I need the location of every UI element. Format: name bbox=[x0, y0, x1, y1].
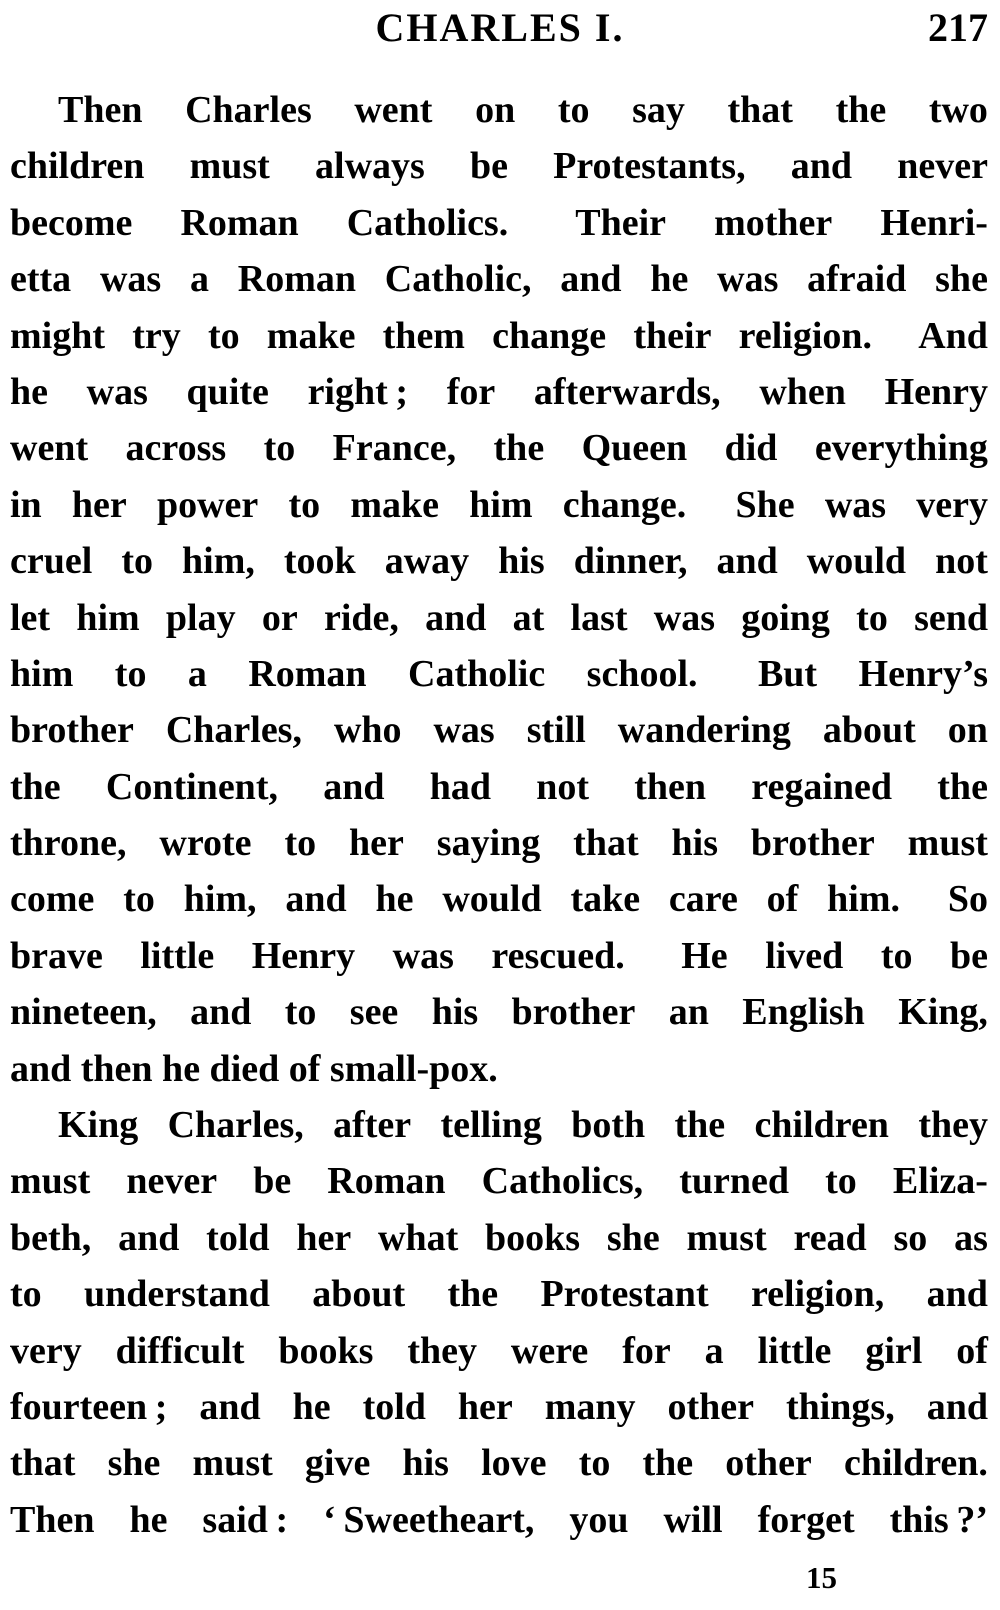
word: to bbox=[121, 540, 153, 583]
word: said : bbox=[202, 1498, 289, 1541]
word: for bbox=[446, 370, 496, 413]
word: when bbox=[759, 370, 846, 413]
word: Roman bbox=[327, 1160, 446, 1203]
word: they bbox=[918, 1104, 988, 1147]
word: took bbox=[283, 540, 356, 583]
word: right ; bbox=[307, 370, 409, 413]
word: went bbox=[10, 427, 89, 470]
word: was bbox=[99, 258, 162, 301]
word: telling bbox=[440, 1104, 542, 1147]
word: to bbox=[288, 483, 321, 526]
word: ‘ Sweetheart, bbox=[323, 1498, 535, 1541]
text-line bbox=[10, 420, 988, 476]
word: not bbox=[536, 765, 590, 808]
word: the bbox=[642, 1442, 694, 1485]
word: Charles bbox=[185, 89, 312, 131]
word: her bbox=[296, 1216, 352, 1259]
word: must bbox=[189, 145, 270, 188]
word: was bbox=[653, 596, 715, 639]
word: difficult bbox=[115, 1329, 245, 1372]
paragraph bbox=[10, 82, 988, 1097]
text-line bbox=[10, 364, 988, 420]
text-line bbox=[10, 251, 988, 307]
word: to bbox=[207, 314, 240, 357]
word: his bbox=[671, 822, 719, 865]
word: quite bbox=[186, 370, 269, 413]
word: afterwards, bbox=[533, 370, 721, 413]
word: this ?’ bbox=[889, 1498, 988, 1541]
paragraph bbox=[10, 1097, 988, 1548]
word: two bbox=[928, 89, 988, 131]
word: for bbox=[622, 1329, 671, 1372]
text-line bbox=[10, 308, 988, 364]
word: was bbox=[86, 370, 148, 413]
word: would bbox=[442, 878, 542, 921]
word: take bbox=[570, 878, 641, 921]
word: cruel bbox=[10, 540, 93, 583]
word: the bbox=[493, 427, 545, 470]
signature-mark: 15 bbox=[806, 1560, 837, 1595]
word: Catholics, bbox=[481, 1160, 644, 1203]
word: on bbox=[947, 709, 988, 752]
word: they bbox=[407, 1329, 477, 1372]
word: little bbox=[140, 934, 215, 977]
word: she bbox=[935, 258, 988, 301]
word: try bbox=[132, 314, 181, 357]
word: them bbox=[382, 314, 465, 357]
word: Charles, bbox=[165, 709, 302, 752]
word: the bbox=[10, 765, 61, 808]
word: about bbox=[822, 709, 916, 752]
text-line bbox=[10, 1323, 988, 1379]
running-title: CHARLES I. bbox=[375, 5, 625, 50]
text-line bbox=[10, 195, 988, 251]
word: both bbox=[571, 1104, 646, 1147]
word: he bbox=[10, 370, 48, 413]
word: on bbox=[475, 89, 516, 131]
word: But bbox=[738, 652, 818, 695]
word: what bbox=[378, 1216, 459, 1259]
word: not bbox=[935, 540, 988, 583]
word: to bbox=[856, 596, 888, 639]
word: so bbox=[893, 1216, 928, 1259]
word: and bbox=[926, 1385, 988, 1428]
word: to bbox=[284, 991, 317, 1034]
word: and bbox=[285, 878, 347, 921]
word: books bbox=[485, 1216, 581, 1259]
word: he bbox=[375, 878, 414, 921]
word: turned bbox=[679, 1160, 790, 1203]
word: he bbox=[129, 1498, 168, 1541]
word: books bbox=[278, 1329, 374, 1372]
text-line bbox=[10, 1492, 988, 1548]
word: love bbox=[481, 1442, 547, 1485]
word: his bbox=[498, 540, 545, 583]
word: was bbox=[392, 934, 454, 977]
word: So bbox=[928, 878, 988, 921]
word: of bbox=[766, 878, 799, 921]
word: must bbox=[192, 1442, 273, 1485]
word: was bbox=[824, 483, 887, 526]
text-line bbox=[10, 477, 988, 533]
word: King, bbox=[898, 991, 988, 1034]
word: never bbox=[897, 145, 988, 188]
word: her bbox=[457, 1385, 513, 1428]
word: say bbox=[632, 89, 685, 131]
text-line bbox=[10, 138, 988, 194]
word: their bbox=[633, 314, 712, 357]
word: must bbox=[686, 1216, 767, 1259]
text-line bbox=[10, 928, 988, 984]
word: about bbox=[312, 1273, 406, 1316]
word: at bbox=[512, 596, 545, 639]
word: Continent, bbox=[105, 765, 278, 808]
word: wrote bbox=[159, 822, 252, 865]
word: send bbox=[914, 596, 988, 639]
word: King bbox=[58, 1104, 139, 1147]
word: give bbox=[304, 1442, 371, 1485]
word: who bbox=[333, 709, 402, 752]
word: the bbox=[674, 1104, 726, 1147]
word: will bbox=[663, 1498, 723, 1541]
word: ride, bbox=[323, 596, 399, 639]
word: after bbox=[333, 1104, 412, 1147]
word: beth, bbox=[10, 1216, 92, 1259]
word: to bbox=[114, 652, 147, 695]
word: throne, bbox=[10, 822, 127, 865]
word: told bbox=[362, 1385, 426, 1428]
text-line bbox=[10, 646, 988, 702]
word: wandering bbox=[617, 709, 791, 752]
word: very bbox=[916, 483, 988, 526]
word: saying bbox=[436, 822, 541, 865]
word: to bbox=[284, 822, 317, 865]
word: across bbox=[125, 427, 227, 470]
word: him. bbox=[827, 878, 901, 921]
word: fourteen ; bbox=[10, 1385, 168, 1428]
word: Protestants, bbox=[553, 145, 746, 188]
word: understand bbox=[84, 1273, 270, 1316]
word: that bbox=[10, 1442, 76, 1485]
word: change. bbox=[562, 483, 687, 526]
word: other bbox=[725, 1442, 812, 1485]
word: in bbox=[10, 483, 42, 526]
word: Queen bbox=[581, 427, 688, 470]
word: and bbox=[716, 540, 778, 583]
word: Protestant bbox=[540, 1273, 709, 1316]
text-line bbox=[10, 533, 988, 589]
word: him, bbox=[182, 540, 255, 583]
word: play bbox=[165, 596, 236, 639]
word: brave bbox=[10, 934, 103, 977]
word: everything bbox=[814, 427, 988, 470]
word: a bbox=[187, 652, 207, 695]
word: read bbox=[793, 1216, 867, 1259]
word: and bbox=[323, 765, 385, 808]
word: his bbox=[431, 991, 479, 1034]
word: Catholic bbox=[408, 652, 546, 695]
text-line bbox=[10, 759, 988, 815]
word: were bbox=[510, 1329, 589, 1372]
word: etta bbox=[10, 258, 72, 301]
word: come bbox=[10, 878, 95, 921]
page-header bbox=[0, 0, 1000, 56]
word: might bbox=[10, 314, 105, 357]
word: the bbox=[447, 1273, 499, 1316]
word: religion. bbox=[738, 314, 873, 357]
word: must bbox=[907, 822, 988, 865]
word: make bbox=[266, 314, 356, 357]
word: did bbox=[724, 427, 778, 470]
word: you bbox=[569, 1498, 629, 1541]
word: the bbox=[835, 89, 887, 131]
word: he bbox=[292, 1385, 331, 1428]
word: as bbox=[954, 1216, 988, 1259]
word: Eliza- bbox=[892, 1160, 988, 1203]
word: and bbox=[118, 1216, 180, 1259]
word: to bbox=[825, 1160, 857, 1203]
word: Henry bbox=[251, 934, 356, 977]
word: and bbox=[425, 596, 487, 639]
word: lived bbox=[765, 934, 844, 977]
word: change bbox=[492, 314, 607, 357]
word: be bbox=[949, 934, 988, 977]
word: an bbox=[668, 991, 709, 1034]
word: away bbox=[384, 540, 470, 583]
word: She bbox=[716, 483, 795, 526]
word: brother bbox=[10, 709, 134, 752]
word: many bbox=[544, 1385, 636, 1428]
word: Then bbox=[10, 1498, 95, 1541]
word: He bbox=[662, 934, 728, 977]
text-line bbox=[10, 82, 988, 138]
word: school. bbox=[586, 652, 698, 695]
word: care bbox=[668, 878, 738, 921]
word: very bbox=[10, 1329, 82, 1372]
word: be bbox=[469, 145, 508, 188]
word: power bbox=[156, 483, 259, 526]
text-line bbox=[10, 1210, 988, 1266]
word: dinner, bbox=[573, 540, 688, 583]
word: to bbox=[263, 427, 296, 470]
word: forget bbox=[757, 1498, 855, 1541]
text-line bbox=[10, 984, 988, 1040]
word: Roman bbox=[237, 258, 356, 301]
word: children bbox=[10, 145, 145, 188]
word: her bbox=[71, 483, 127, 526]
word: the bbox=[937, 765, 988, 808]
word: English bbox=[742, 991, 865, 1034]
word: that bbox=[573, 822, 639, 865]
word: him bbox=[469, 483, 533, 526]
word: would bbox=[806, 540, 907, 583]
text-line bbox=[10, 1435, 988, 1491]
word: then bbox=[634, 765, 707, 808]
word: her bbox=[349, 822, 404, 865]
word: to bbox=[578, 1442, 611, 1485]
word: of bbox=[956, 1329, 988, 1372]
word: let bbox=[10, 596, 51, 639]
word: must bbox=[10, 1160, 91, 1203]
text-line: and then he died of small-pox. bbox=[10, 1047, 498, 1090]
word: rescued. bbox=[491, 934, 625, 977]
word: she bbox=[606, 1216, 660, 1259]
word: his bbox=[402, 1442, 449, 1485]
word: girl bbox=[865, 1329, 923, 1372]
text-line bbox=[10, 702, 988, 758]
word: or bbox=[261, 596, 298, 639]
word: to bbox=[10, 1273, 42, 1316]
text-line bbox=[10, 1379, 988, 1435]
word: she bbox=[107, 1442, 161, 1485]
word: make bbox=[350, 483, 440, 526]
word: and bbox=[790, 145, 853, 188]
word: told bbox=[206, 1216, 270, 1259]
word: was bbox=[433, 709, 495, 752]
word: going bbox=[741, 596, 830, 639]
word: Henry’s bbox=[858, 652, 988, 695]
word: children bbox=[754, 1104, 889, 1147]
word: him bbox=[76, 596, 140, 639]
word: brother bbox=[750, 822, 875, 865]
word: last bbox=[570, 596, 628, 639]
word: regained bbox=[751, 765, 893, 808]
word: Henry bbox=[884, 370, 988, 413]
word: children. bbox=[843, 1442, 988, 1485]
word: still bbox=[526, 709, 586, 752]
word: to bbox=[123, 878, 155, 921]
word: had bbox=[429, 765, 491, 808]
text-line bbox=[10, 1097, 988, 1153]
word: him bbox=[10, 652, 74, 695]
text-line bbox=[10, 590, 988, 646]
word: Henri- bbox=[880, 201, 988, 244]
word: Roman bbox=[180, 201, 299, 244]
word: brother bbox=[511, 991, 636, 1034]
word: things, bbox=[785, 1385, 895, 1428]
word: religion, bbox=[750, 1273, 885, 1316]
body-text bbox=[0, 82, 1000, 1548]
text-line bbox=[10, 1266, 988, 1322]
word: and bbox=[560, 258, 622, 301]
word: Then bbox=[58, 89, 143, 131]
word: went bbox=[354, 89, 433, 131]
word: Charles, bbox=[167, 1104, 304, 1147]
word: to bbox=[880, 934, 913, 977]
word: nineteen, bbox=[10, 991, 157, 1034]
word: little bbox=[757, 1329, 832, 1372]
word: he bbox=[650, 258, 689, 301]
word: and bbox=[926, 1273, 988, 1316]
word: France, bbox=[332, 427, 457, 470]
text-line bbox=[10, 1153, 988, 1209]
word: become bbox=[10, 201, 133, 244]
word: afraid bbox=[807, 258, 907, 301]
page-number: 217 bbox=[928, 5, 988, 50]
word: a bbox=[189, 258, 209, 301]
word: always bbox=[315, 145, 425, 188]
word: and bbox=[199, 1385, 261, 1428]
text-line bbox=[10, 815, 988, 871]
word: never bbox=[126, 1160, 218, 1203]
word: him, bbox=[183, 878, 257, 921]
word: mother bbox=[714, 201, 833, 244]
word: to bbox=[557, 89, 590, 131]
word: Catholic, bbox=[384, 258, 532, 301]
word: was bbox=[717, 258, 779, 301]
word: other bbox=[667, 1385, 754, 1428]
word: Catholics. bbox=[346, 201, 509, 244]
word: Roman bbox=[248, 652, 367, 695]
word: see bbox=[349, 991, 399, 1034]
word: a bbox=[704, 1329, 724, 1372]
word: and bbox=[190, 991, 252, 1034]
text-line bbox=[10, 871, 988, 927]
word: Their bbox=[556, 201, 667, 244]
word: that bbox=[727, 89, 793, 131]
word: And bbox=[899, 314, 988, 357]
word: be bbox=[253, 1160, 292, 1203]
